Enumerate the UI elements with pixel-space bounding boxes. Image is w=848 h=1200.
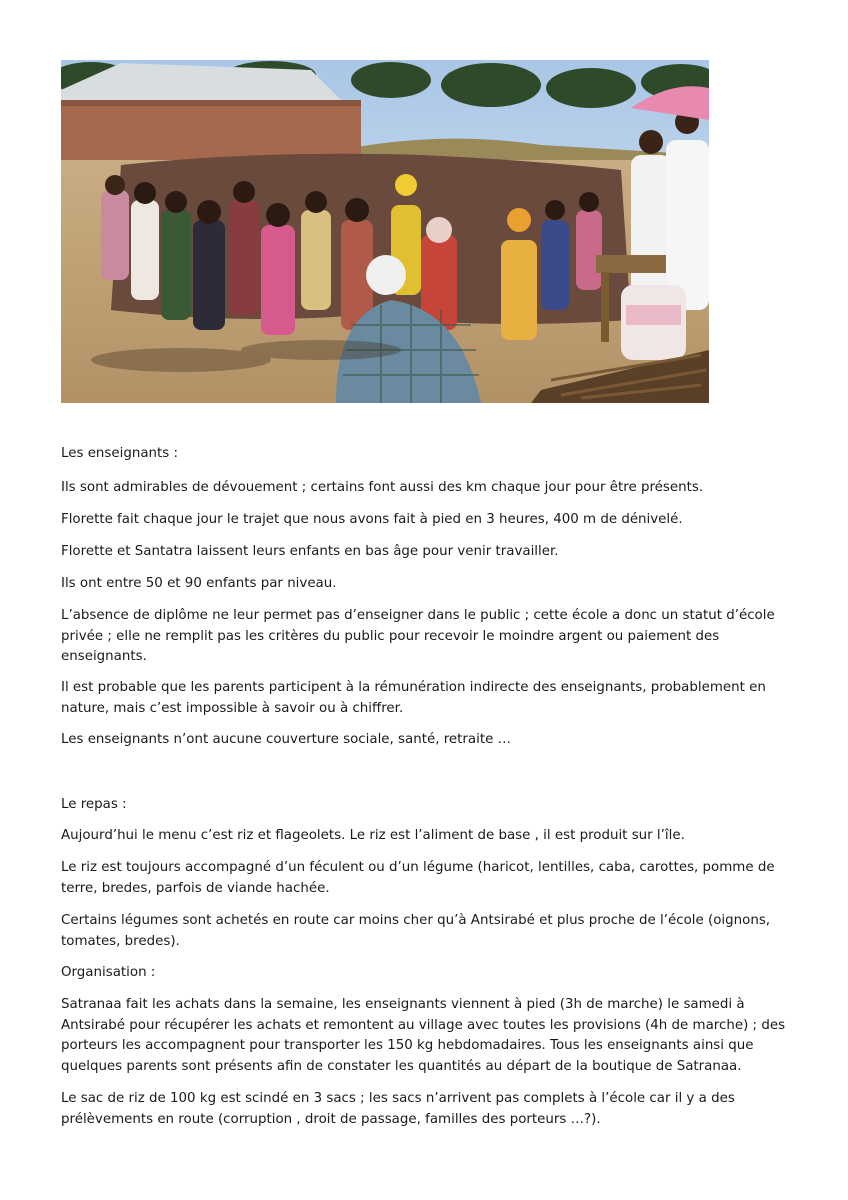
paragraph: L’absence de diplôme ne leur permet pas d’enseigner dans le public ; cette école a donc un statut d’école privée ; elle ne remplit pas les critères du public pour recevoir le moindre argent ou paiement des enseignants. <box>61 608 775 664</box>
paragraph: Satranaa fait les achats dans la semaine, les enseignants viennent à pied (3h de marche) le samedi à Antsirabé pour récupérer les achats et remontent au village avec toutes les provisions (4h de marche) ; des porteurs les accompagnent pour transporter les 150 kg hebdomadaires. Tous les enseignants ainsi que quelques parents sont présents afin de constater les quantités au départ de la boutique de Satranaa. <box>61 997 786 1074</box>
school-children-photo <box>61 60 709 403</box>
paragraph: Certains légumes sont achetés en route car moins cher qu’à Antsirabé et plus proche de l’école (oignons, tomates, bredes). <box>61 913 771 949</box>
section-heading: Le repas : <box>61 797 127 812</box>
paragraph: Le sac de riz de 100 kg est scindé en 3 sacs ; les sacs n’arrivent pas complets à l’école car il y a des prélèvements en route (corruption , droit de passage, familles des porteurs …?). <box>61 1091 735 1127</box>
paragraph: Ils ont entre 50 et 90 enfants par niveau. <box>61 576 337 591</box>
section-heading: Les enseignants : <box>61 446 179 461</box>
paragraph: Aujourd’hui le menu c’est riz et flageolets. Le riz est l’aliment de base , il est produit sur l’île. <box>61 828 685 843</box>
paragraph: Les enseignants n’ont aucune couverture sociale, santé, retraite … <box>61 732 511 747</box>
teachers-heading <box>61 444 791 465</box>
paragraph: Florette et Santatra laissent leurs enfants en bas âge pour venir travailler. <box>61 544 559 559</box>
paragraph: Il est probable que les parents participent à la rémunération indirecte des enseignants, probablement en nature, mais c’est impossible à savoir ou à chiffrer. <box>61 680 766 716</box>
subheading: Organisation : <box>61 965 156 980</box>
paragraph: Florette fait chaque jour le trajet que nous avons fait à pied en 3 heures, 400 m de dénivelé. <box>61 512 683 527</box>
paragraph: Ils sont admirables de dévouement ; certains font aussi des km chaque jour pour être présents. <box>61 480 704 495</box>
paragraph: Le riz est toujours accompagné d’un féculent ou d’un légume (haricot, lentilles, caba, carottes, pomme de terre, bredes, parfois de viande hachée. <box>61 860 775 896</box>
